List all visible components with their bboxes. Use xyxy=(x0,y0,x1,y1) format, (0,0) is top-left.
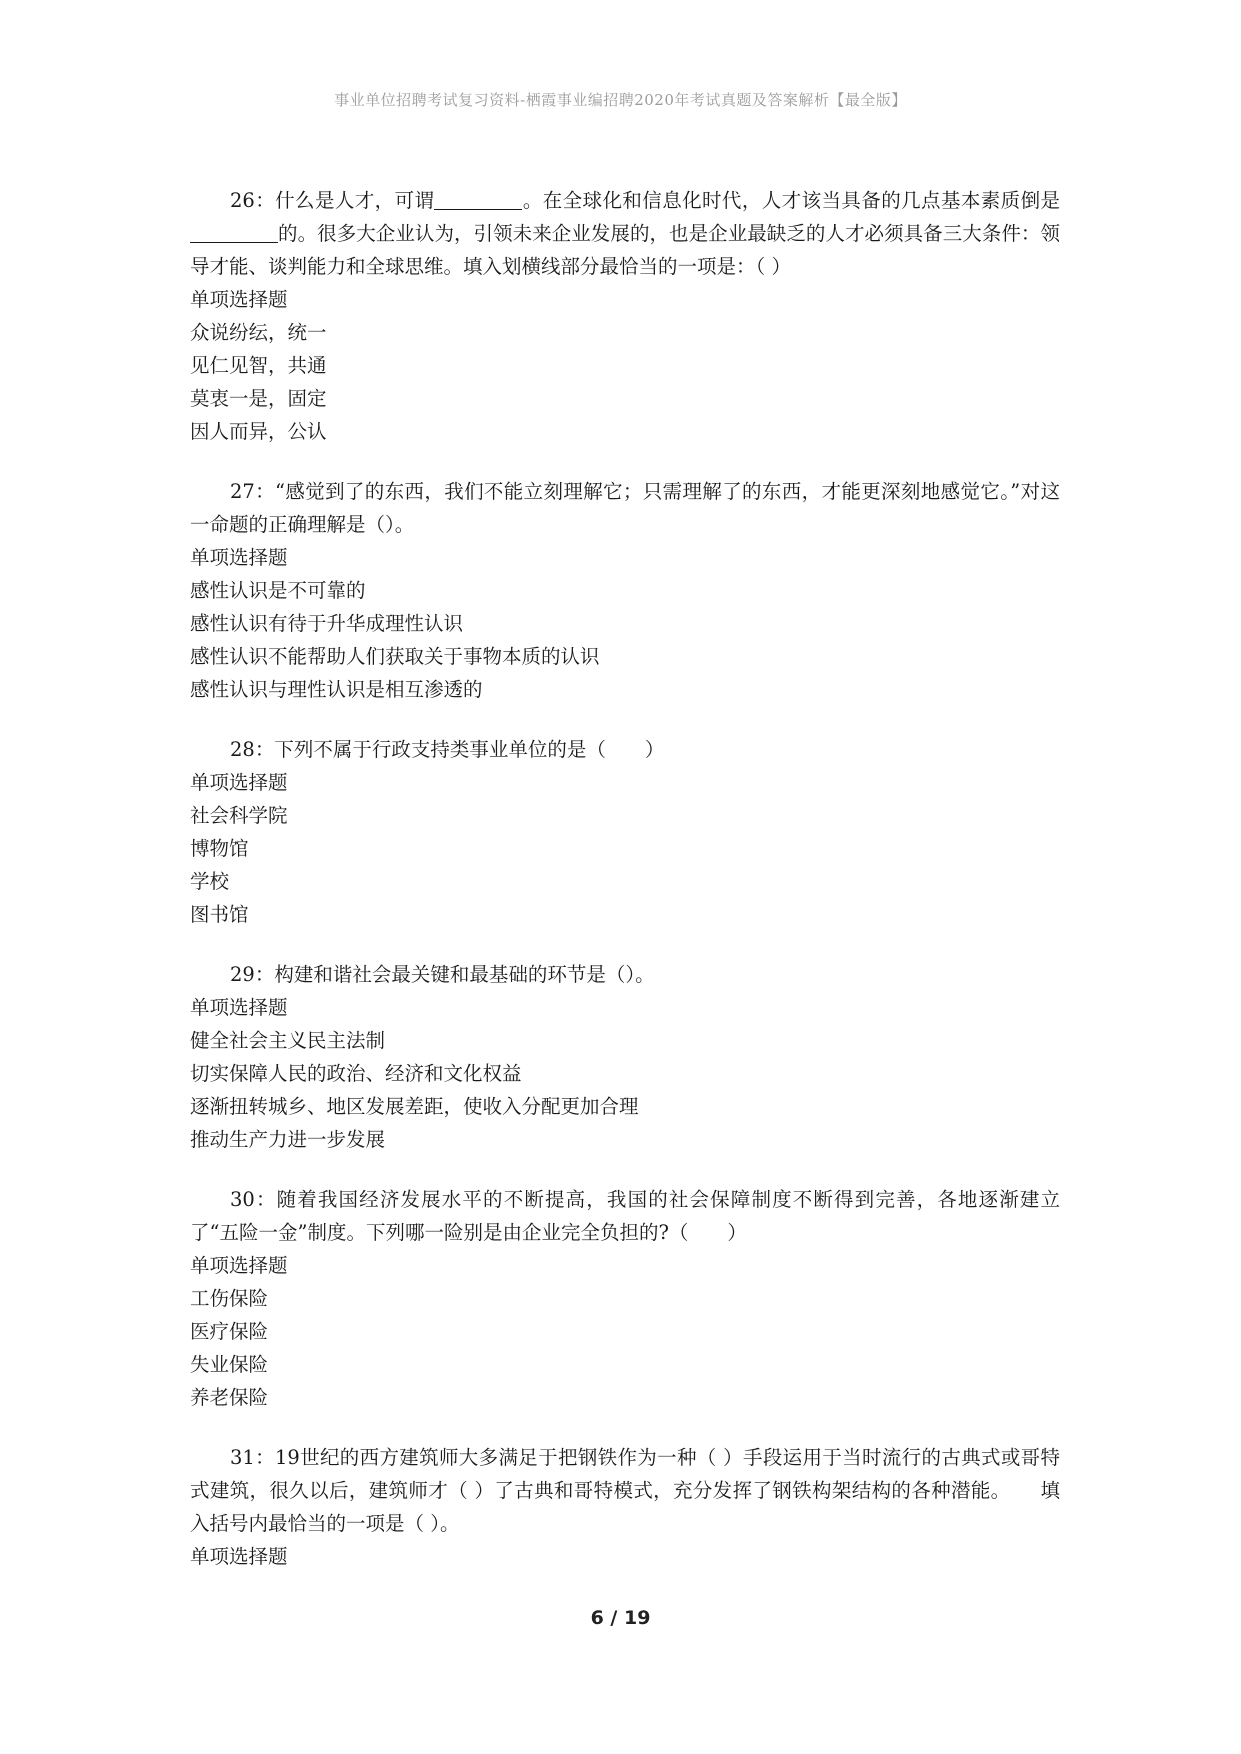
question-30 xyxy=(190,1183,1060,1414)
option: 感性认识是不可靠的 xyxy=(190,579,366,602)
option: 健全社会主义民主法制 xyxy=(190,1029,386,1052)
fill-blank xyxy=(434,187,522,210)
question-type: 单项选择题 xyxy=(190,771,288,794)
question-type: 单项选择题 xyxy=(190,288,288,311)
question-31 xyxy=(190,1441,1060,1573)
question-type: 单项选择题 xyxy=(190,1254,288,1277)
document-header: 事业单位招聘考试复习资料-栖霞事业编招聘2020年考试真题及答案解析【最全版】 xyxy=(334,91,907,109)
question-type: 单项选择题 xyxy=(190,1545,288,1568)
option: 社会科学院 xyxy=(190,804,288,827)
option: 切实保障人民的政治、经济和文化权益 xyxy=(190,1062,522,1085)
option: 感性认识不能帮助人们获取关于事物本质的认识 xyxy=(190,645,600,668)
question-26 xyxy=(190,184,1060,448)
option: 因人而异，公认 xyxy=(190,420,327,443)
question-28 xyxy=(190,733,1060,931)
option: 失业保险 xyxy=(190,1353,269,1376)
option: 图书馆 xyxy=(190,903,249,926)
option: 莫衷一是，固定 xyxy=(190,387,327,410)
question-text: 27：“感觉到了的东西，我们不能立刻理解它；只需理解了的东西，才能更深刻地感觉它。”对这一命题的正确理解是（）。 xyxy=(190,480,1060,536)
question-27 xyxy=(190,475,1060,706)
option: 感性认识有待于升华成理性认识 xyxy=(190,612,464,635)
question-text: 30：随着我国经济发展水平的不断提高，我国的社会保障制度不断得到完善，各地逐渐建立了“五险一金”制度。下列哪一险别是由企业完全负担的?（ ） xyxy=(190,1188,1060,1244)
question-text: 29：构建和谐社会最关键和最基础的环节是（）。 xyxy=(230,963,655,986)
question-list xyxy=(190,184,1060,1600)
question-text xyxy=(190,184,1060,283)
option: 医疗保险 xyxy=(190,1320,269,1343)
question-text-part: 的。很多大企业认为，引领未来企业发展的，也是企业最缺乏的人才必须具备三大条件：领导才能、谈判能力和全球思维。填入划横线部分最恰当的一项是：（ ） xyxy=(190,222,1060,278)
option: 工伤保险 xyxy=(190,1287,269,1310)
option: 推动生产力进一步发展 xyxy=(190,1128,386,1151)
option: 见仁见智，共通 xyxy=(190,354,327,377)
question-text: 28：下列不属于行政支持类事业单位的是（ ） xyxy=(230,738,665,761)
option: 学校 xyxy=(190,870,230,893)
option: 逐渐扭转城乡、地区发展差距，使收入分配更加合理 xyxy=(190,1095,639,1118)
question-type: 单项选择题 xyxy=(190,546,288,569)
question-29 xyxy=(190,958,1060,1156)
option: 感性认识与理性认识是相互渗透的 xyxy=(190,678,483,701)
option: 众说纷纭，统一 xyxy=(190,321,327,344)
page-number: 6 / 19 xyxy=(590,1607,651,1629)
option: 养老保险 xyxy=(190,1386,269,1409)
question-type: 单项选择题 xyxy=(190,996,288,1019)
question-text-part: 26：什么是人才，可谓 xyxy=(230,189,435,212)
question-text-part: 。在全球化和信息化时代，人才该当具备的几点基本素质倒是 xyxy=(522,189,1060,212)
option: 博物馆 xyxy=(190,837,249,860)
fill-blank xyxy=(190,220,278,243)
question-text: 31：19世纪的西方建筑师大多满足于把钢铁作为一种（ ）手段运用于当时流行的古典式或哥特式建筑，很久以后，建筑师才（ ）了古典和哥特模式，充分发挥了钢铁构架结构的各种潜能。 填入括号内最恰当的一项是（ ）。 xyxy=(190,1446,1060,1535)
